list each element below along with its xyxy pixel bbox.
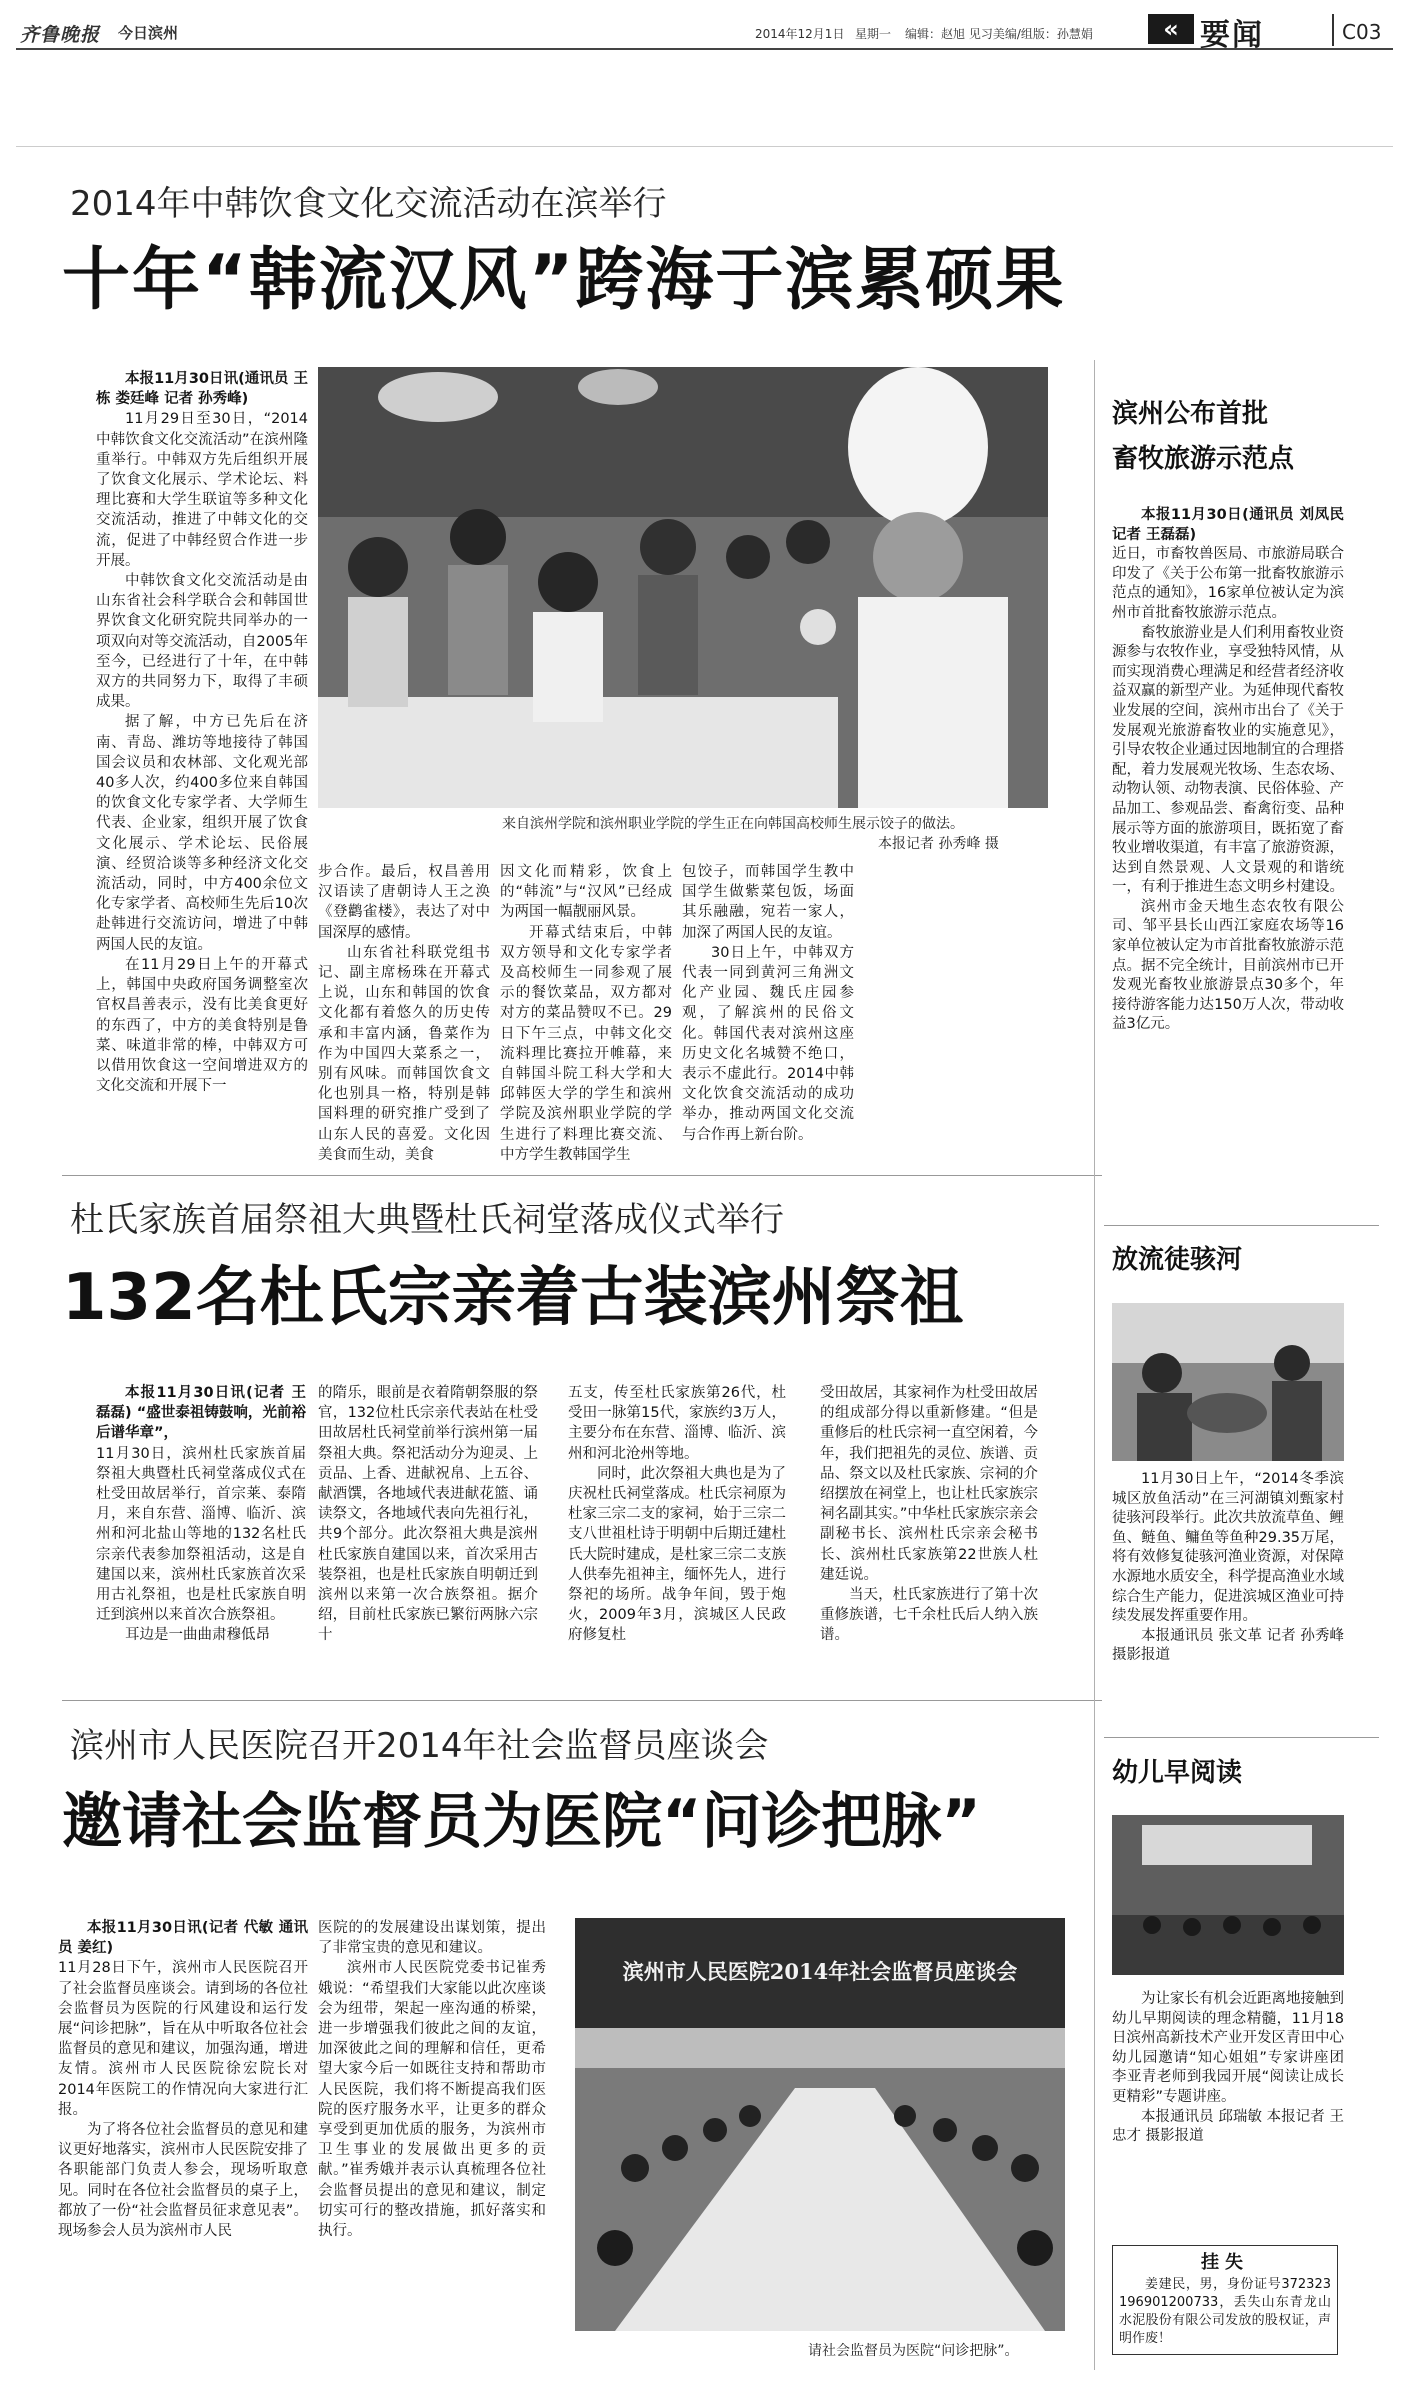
- article3-photo: [575, 1918, 1065, 2331]
- article1-col2: [318, 862, 490, 1163]
- fish-release-image: [1112, 1303, 1344, 1461]
- sidebar-a-title-line2: 畜牧旅游示范点: [1112, 444, 1295, 474]
- article1-paragraph: 据了解，中方已先后在济南、青岛、潍坊等地接待了韩国国会议员和农林部、文化观光部40多人次，约400多位来自韩国的饮食文化专家学者、大学师生代表、企业家，组织开展了饮食文化展示、学术论坛、民俗展演、经贸洽谈等多种经济文化交流活动，同时，中方400余位文化专家学者、高校师生先后10次赴韩进行交流访问，增进了中韩两国人民的友谊。: [96, 714, 308, 953]
- sidebar-a-byline: 本报11月30日(通讯员 刘凤民 记者 王磊磊): [1112, 507, 1344, 543]
- sidebar-a-paragraph: 滨州市金天地生态农牧有限公司、邹平县长山西江家庭农场等16家单位被认定为市首批畜牧旅游示范点。据不完全统计，目前滨州市已开发观光畜牧业旅游景点30多个，年接待游客能力达150万人次，带动收益3亿元。: [1112, 898, 1344, 1033]
- sidebar-b-photo: [1112, 1303, 1344, 1461]
- lost-notice-box: [1112, 2245, 1338, 2355]
- sidebar-c-photo: [1112, 1815, 1344, 1975]
- column-divider: [1332, 14, 1334, 46]
- paper-name-logo: 齐鲁晚报: [20, 24, 101, 46]
- article2-kicker: 杜氏家族首届祭祖大典暨杜氏祠堂落成仪式举行: [70, 1200, 784, 1240]
- article2-paragraph: 受田故居，其家祠作为杜受田故居的组成部分得以重新修建。“但是重修后的杜氏宗祠一直空闲着，今年，我们把祖先的灵位、族谱、贡品、祭文以及杜氏家族、宗祠的介绍摆放在祠堂上，也让杜氏家族宗祠名副其实。”中华杜氏家族宗亲会副秘书长、滨州杜氏宗亲会秘书长、滨州杜氏家族第22世族人杜建廷说。: [820, 1385, 1038, 1583]
- article2-paragraph: 五支，传至杜氏家族第26代，杜受田一脉第15代，家族约3万人，主要分布在东营、淄博、临沂、滨州和河北沧州等地。: [568, 1385, 786, 1462]
- lost-notice-title: 挂失: [1201, 2252, 1249, 2273]
- sidebar-divider-line: [1104, 1225, 1379, 1226]
- article2-col2: [318, 1383, 538, 1673]
- article3-paragraph: 滨州市人民医院党委书记崔秀娥说：“希望我们大家能以此次座谈会为纽带，架起一座沟通的桥梁，进一步增强我们彼此之间的友谊，加深彼此之间的理解和信任，更希望大家今后一如既往支持和帮助市人民医院，我们将不断提高我们医院的医疗服务水平，让更多的群众享受到更加优质的服务，为滨州市卫生事业的发展做出更多的贡献。”崔秀娥并表示认真梳理各位社会监督员提出的意见和建议，制定切实可行的整改措施，抓好落实和执行。: [318, 1960, 546, 2240]
- sidebar-b-body: [1112, 1470, 1344, 1716]
- masthead-chevron-icon: «: [1148, 14, 1194, 44]
- article1-paragraph: 开幕式结束后，中韩双方领导和文化专家学者及高校师生一同参观了展示的餐饮菜品，双方都对对方的菜品赞叹不已。29日下午三点，中韩文化交流料理比赛拉开帷幕，来自韩国斗院工科大学和大邱韩医大学的学生和滨州学院及滨州职业学院的学生进行了料理比赛交流、中方学生教韩国学生: [500, 924, 672, 1163]
- article2-col1: [96, 1383, 306, 1673]
- weekday: 星期一: [855, 27, 892, 41]
- article3-paragraph: 11月28日下午，滨州市人民医院召开了社会监督员座谈会。请到场的各位社会监督员为医院的行风建设和运行发展“问诊把脉”，旨在从中听取各位社会监督员的意见和建议，加强沟通，增进友情。滨州市人民医院徐宏院长对2014年医院工的作情况向大家进行汇报。: [58, 1960, 308, 2118]
- article2-paragraph: 耳边是一曲曲肃穆低昂: [125, 1627, 270, 1644]
- article2-byline: 本报11月30日讯(记者 王磊磊) “盛世泰祖铸鼓响，光前裕后谱华章”，: [96, 1385, 306, 1442]
- cooking-scene-image: [318, 367, 1048, 808]
- article1-photo-credit: 本报记者 孙秀峰 摄: [878, 836, 999, 852]
- article2-headline: 132名杜氏宗亲着古装滨州祭祖: [62, 1261, 964, 1335]
- sidebar-a-title-line1: 滨州公布首批: [1112, 399, 1269, 429]
- sidebar-c-title: 幼儿早阅读: [1112, 1758, 1243, 1788]
- masthead-rule: [16, 48, 1393, 50]
- article1-paragraph: 因文化而精彩，饮食上的“韩流”与“汉风”已经成为两国一幅靓丽风景。: [500, 864, 672, 921]
- meeting-banner-text: 滨州市人民医院2014年社会监督员座谈会: [622, 1959, 1018, 1984]
- article1-headline: 十年“韩流汉风”跨海于滨累硕果: [62, 241, 1066, 320]
- sidebar-divider: [1094, 360, 1095, 2370]
- article3-col2: [318, 1918, 546, 2363]
- article2-paragraph: 11月30日，滨州杜氏家族首届祭祖大典暨杜氏祠堂落成仪式在杜受田故居举行，首宗莱、泰隋月，来自东营、淄博、临沂、滨州和河北盐山等地的132名杜氏宗亲代表参加祭祖活动，这是自建国以来，滨州杜氏家族首次采用古礼祭祖，也是杜氏家族自明迁到滨州以来首次合族祭祖。: [96, 1445, 306, 1624]
- article1-byline: 本报11月30日讯(通讯员 王栋 娄廷峰 记者 孙秀峰): [96, 371, 308, 408]
- article1-col1: [96, 369, 308, 1147]
- sidebar-a-paragraph: 近日，市畜牧兽医局、市旅游局联合印发了《关于公布第一批畜牧旅游示范点的通知》，16家单位被认定为滨州市首批畜牧旅游示范点。: [1112, 546, 1344, 621]
- article1-paragraph: 30日上午，中韩双方代表一同到黄河三角洲文化产业园、魏氏庄园参观，了解滨州的民俗文化。韩国代表对滨州这座历史文化名城赞不绝口，表示不虚此行。2014中韩文化饮食交流活动的成功举办，推动两国文化交流与合作再上新台阶。: [682, 944, 854, 1143]
- article3-paragraph: 为了将各位社会监督员的意见和建议更好地落实，滨州市人民医院安排了各职能部门负责人参会，现场听取意见。同时在各位社会监督员的桌子上，都放了一份“社会监督员征求意见表”。现场参会人员为滨州市人民: [58, 2122, 308, 2240]
- article2-col3: [568, 1383, 786, 1673]
- page-number: C03: [1342, 20, 1382, 44]
- article1-kicker: 2014年中韩饮食文化交流活动在滨举行: [70, 184, 667, 224]
- article3-col1: [58, 1918, 308, 2363]
- masthead-rule-gray: [16, 146, 1393, 147]
- article1-col3: [500, 862, 672, 1163]
- article1-paragraph: 11月29日至30日，“2014中韩饮食文化交流活动”在滨州隆重举行。中韩双方先后组织开展了饮食文化展示、学术论坛、料理比赛和大学生联谊等多种文化交流活动，推进了中韩文化的交流，促进了中韩经贸合作进一步开展。: [96, 411, 308, 569]
- article2-paragraph: 的隋乐，眼前是衣着隋朝祭服的祭官，132位杜氏宗亲代表站在杜受田故居杜氏祠堂前举行滨州第一届祭祖大典。祭祀活动分为迎灵、上贡品、上香、进献祝帛、上五谷、献酒馔，各地域代表进献花篮、诵读祭文，各地域代表向先祖行礼，共9个部分。此次祭祖大典是滨州杜氏家族自建国以来，首次采用古装祭祖，也是杜氏家族自明朝迁到滨州以来第一次合族祭祖。据介绍，目前杜氏家族已繁衍两脉六宗十: [318, 1385, 538, 1644]
- lost-notice-text: 姜建民，男，身份证号372323196901200733，丢失山东青龙山水泥股份有限公司发放的股权证，声明作废！: [1119, 2277, 1331, 2346]
- article1-paragraph: 步合作。最后，权昌善用汉语读了唐朝诗人王之涣《登鹳雀楼》，表达了对中国深厚的感情。: [318, 864, 490, 941]
- article3-kicker: 滨州市人民医院召开2014年社会监督员座谈会: [70, 1726, 769, 1766]
- article-divider: [62, 1700, 1102, 1701]
- article3-headline: 邀请社会监督员为医院“问诊把脉”: [62, 1787, 981, 1857]
- sidebar-c-text: 为让家长有机会近距离地接触到幼儿早期阅读的理念精髓，11月18日滨州高新技术产业开发区青田中心幼儿园邀请“知心姐姐”专家讲座团李亚青老师到我园开展“阅读让成长更精彩”专题讲座。: [1112, 1991, 1344, 2105]
- editor-line: 编辑：赵旭 见习美编/组版：孙慧娟: [905, 27, 1093, 41]
- sidebar-a-body: [1112, 506, 1344, 1198]
- date-line: 2014年12月1日: [755, 27, 845, 41]
- article1-paragraph: 在11月29日上午的开幕式上，韩国中央政府国务调整室次官权昌善表示，没有比美食更好的东西了，中方的美食特别是鲁菜、味道非常的棒，中韩双方可以借用饮食这一空间增进双方的文化交流和开展下一: [96, 956, 308, 1095]
- sidebar-b-credit: 本报通讯员 张文革 记者 孙秀峰 摄影报道: [1112, 1627, 1344, 1664]
- sidebar-divider-line: [1104, 1737, 1379, 1738]
- reading-lecture-image: [1112, 1815, 1344, 1975]
- column-name: 要闻: [1200, 18, 1264, 53]
- article3-byline: 本报11月30日讯(记者 代敏 通讯员 姜红): [58, 1920, 308, 1957]
- article-divider: [62, 1175, 1102, 1176]
- article2-paragraph: 当天，杜氏家族进行了第十次重修族谱，七千余杜氏后人纳入族谱。: [820, 1587, 1038, 1644]
- section-name: 今日滨州: [118, 24, 179, 42]
- sidebar-c-credit: 本报通讯员 邱瑞敏 本报记者 王忠才 摄影报道: [1112, 2108, 1344, 2145]
- article1-paragraph: 中韩饮食文化交流活动是由山东省社会科学联合会和韩国世界饮食文化研究院共同举办的一项双向对等交流活动，自2005年至今，已经进行了十年，在中韩双方的共同努力下，取得了丰硕成果。: [96, 573, 308, 711]
- sidebar-a-paragraph: 畜牧旅游业是人们利用畜牧业资源参与农牧作业，享受独特风情，从而实现消费心理满足和经营者经济收益双赢的新型产业。为延伸现代畜牧业发展的空间，滨州市出台了《关于发展观光旅游畜牧业的实施意见》，引导农牧企业通过因地制宜的合理搭配，着力发展观光牧场、生态农场、动物认领、动物表演、民俗体验、产品加工、参观品尝、畜禽衍变、品种展示等方面的旅游项目，既拓宽了畜牧业增收渠道，有丰富了旅游资源，达到自然景观、人文景观的和谐统一，有利于推进生态文明乡村建设。: [1112, 624, 1344, 896]
- sidebar-b-text: 11月30日上午，“2014冬季滨城区放鱼活动”在三河湖镇刘甄家村徒骇河段举行。此次共放流草鱼、鲤鱼、鲢鱼、鳙鱼等鱼种29.35万尾，将有效修复徒骇河渔业资源，对保障水源地水质安全，科学提高渔业水域综合生产能力，促进滨城区渔业可持续发展发挥重要作用。: [1112, 1471, 1344, 1625]
- article1-photo: [318, 367, 1048, 808]
- article1-photo-caption: 来自滨州学院和滨州职业学院的学生正在向韩国高校师生展示饺子的做法。: [502, 816, 964, 832]
- article1-paragraph: 包饺子，而韩国学生教中国学生做紫菜包饭，场面其乐融融，宛若一家人，加深了两国人民的友谊。: [682, 864, 854, 941]
- article1-paragraph: 山东省社科联党组书记、副主席杨珠在开幕式上说，山东和韩国的饮食文化都有着悠久的历史传承和丰富内涵，鲁菜作为作为中国四大菜系之一，别有风味。而韩国饮食文化也别具一格，特别是韩国料理的研究推广受到了山东人民的喜爱。文化因美食而生动，美食: [318, 944, 490, 1163]
- sidebar-c-body: [1112, 1990, 1344, 2215]
- article3-photo-caption: 请社会监督员为医院“问诊把脉”。: [808, 2343, 1019, 2359]
- article1-col4: [682, 862, 854, 1147]
- sidebar-b-title: 放流徒骇河: [1112, 1245, 1243, 1275]
- article2-col4: [820, 1383, 1038, 1673]
- article2-paragraph: 同时，此次祭祖大典也是为了庆祝杜氏祠堂落成。杜氏宗祠原为杜家三宗二支的家祠，始于三宗二支八世祖杜诗于明朝中后期迁建杜氏大院时建成，是杜家三宗二支族人供奉先祖神主，缅怀先人，进行祭祀的场所。战争年间，毁于炮火，2009年3月，滨城区人民政府修复杜: [568, 1465, 786, 1644]
- article3-paragraph: 医院的的发展建设出谋划策，提出了非常宝贵的意见和建议。: [318, 1920, 546, 1957]
